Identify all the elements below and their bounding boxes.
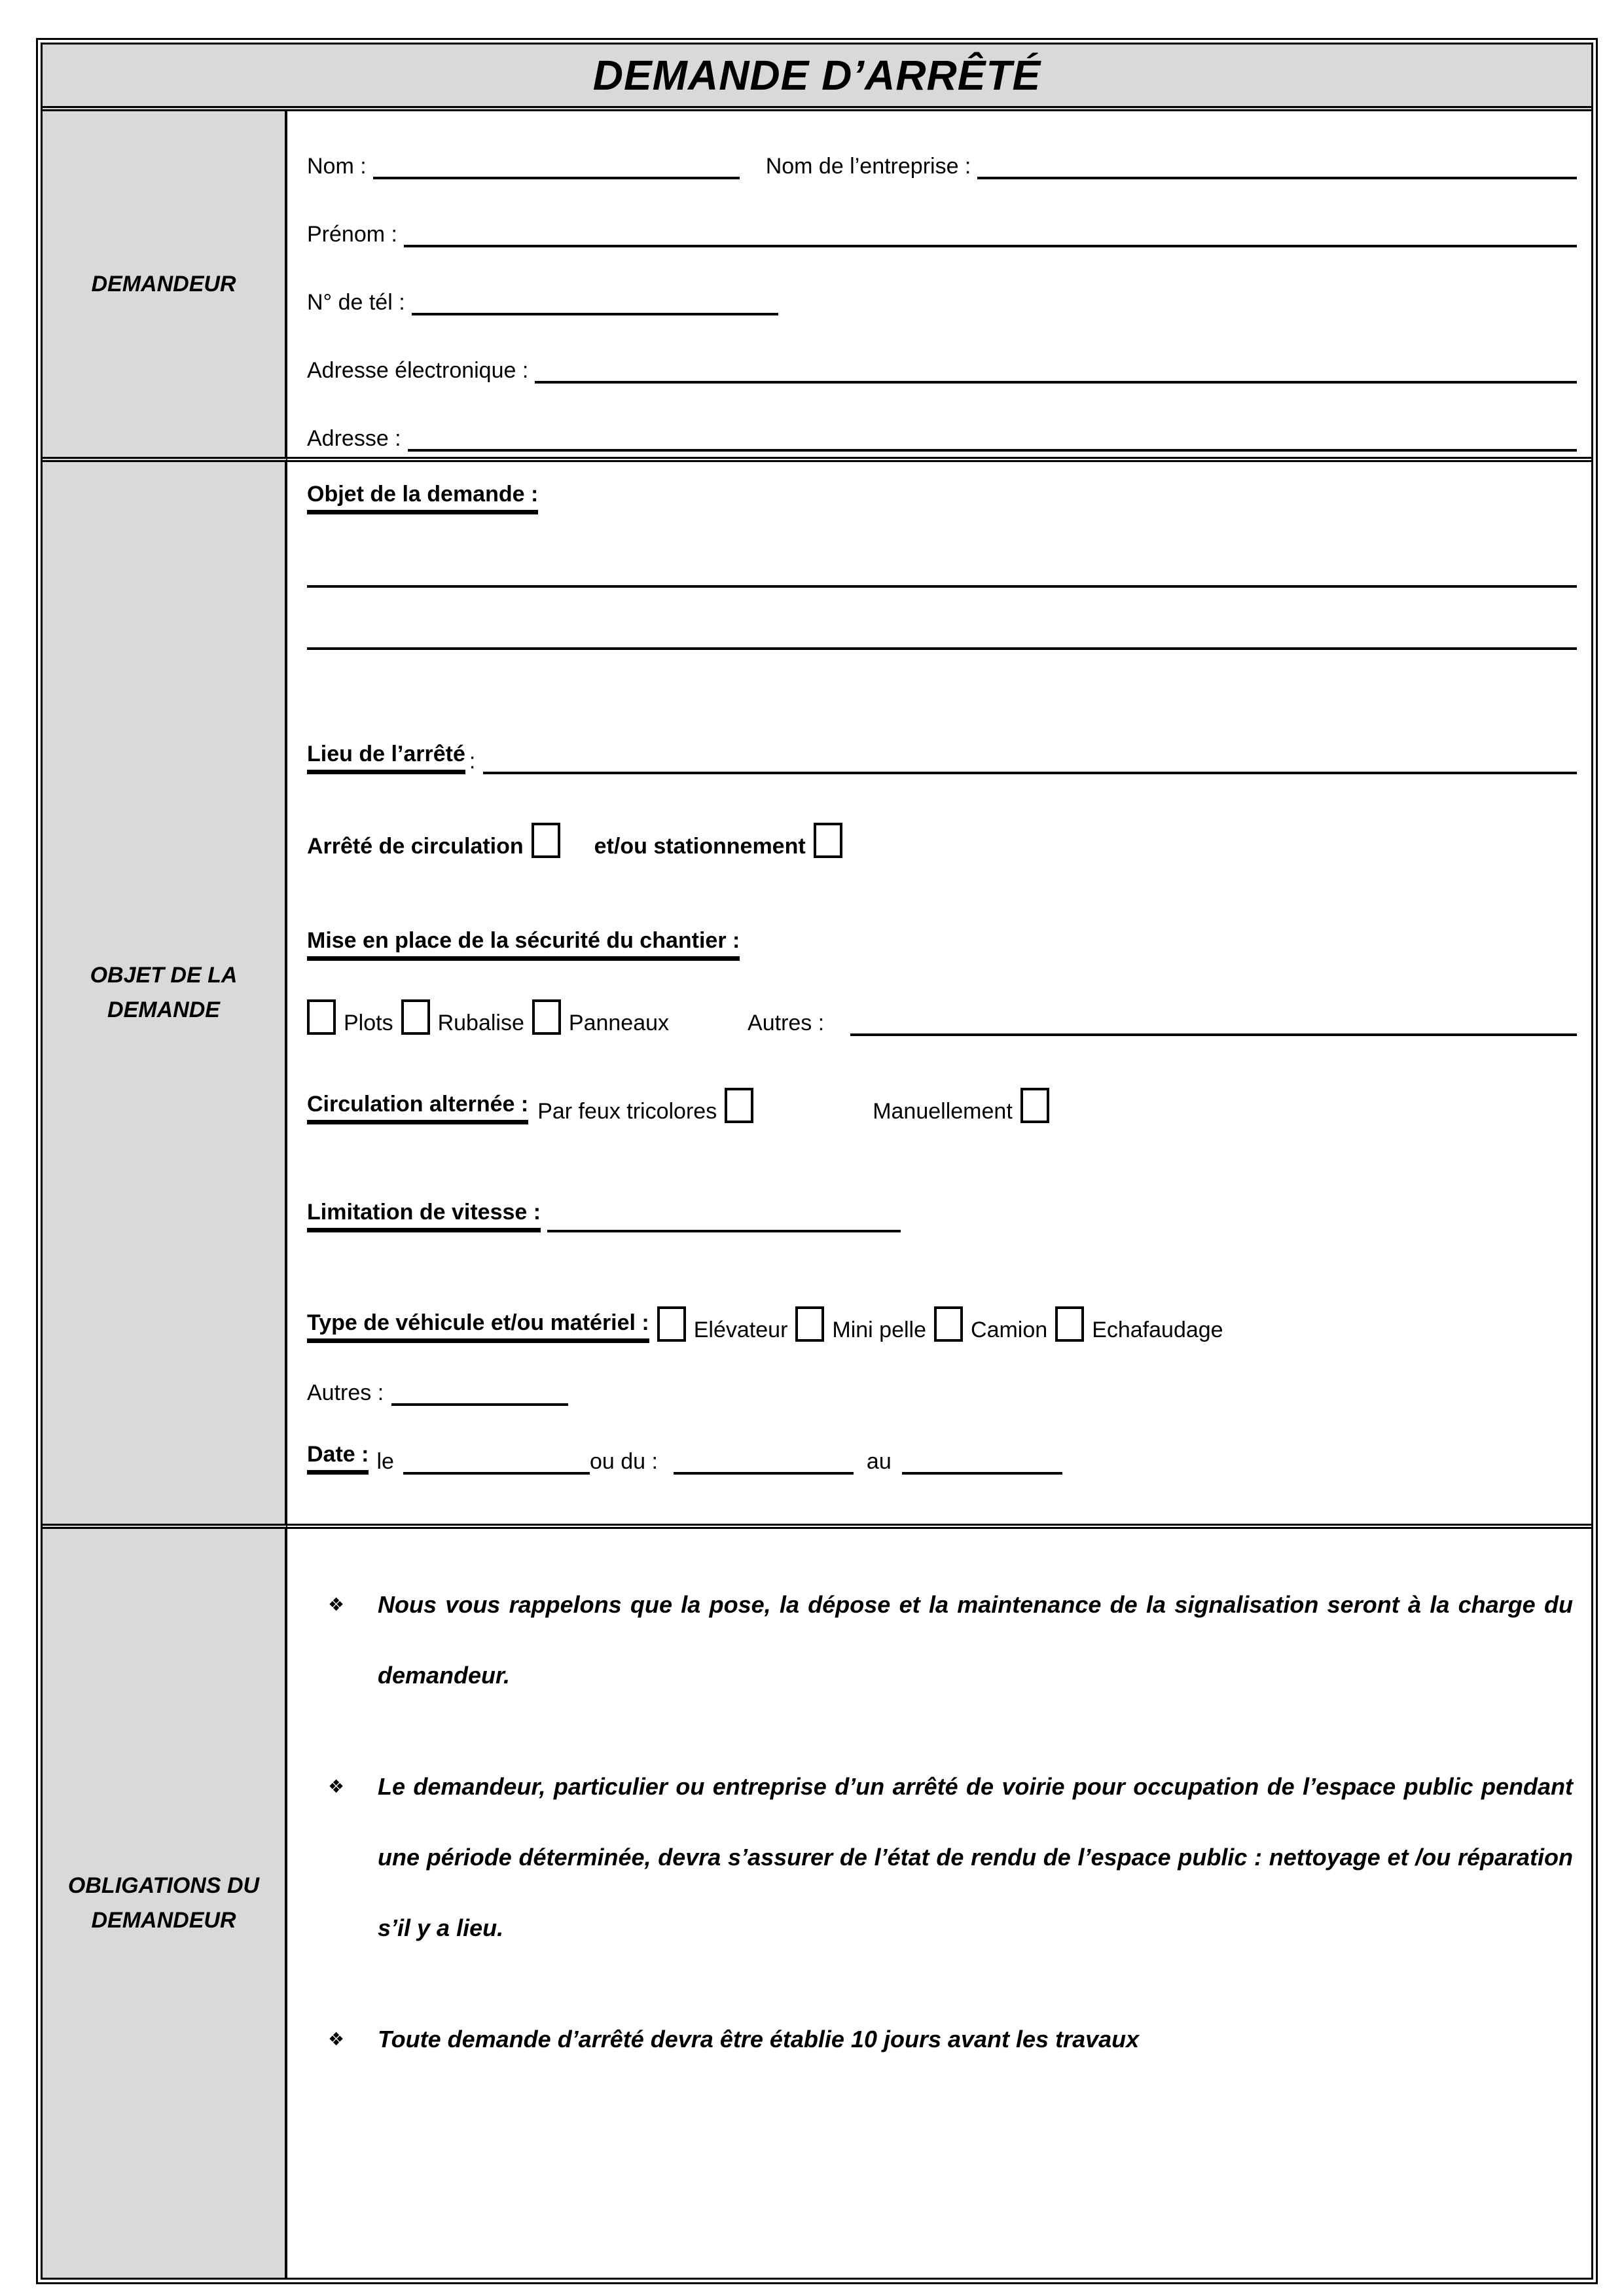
lieu-row — [307, 740, 1577, 774]
obligation-item — [328, 1751, 1573, 1964]
circulation-heading: Circulation alternée : — [307, 1092, 528, 1124]
vitesse-field[interactable] — [547, 1205, 901, 1232]
section-label-obligations: OBLIGATIONS DU DEMANDEUR — [43, 1524, 287, 2278]
rubalise-label: Rubalise — [437, 1011, 524, 1035]
objet-heading: Objet de la demande : — [307, 482, 538, 514]
plots-checkbox[interactable] — [307, 999, 336, 1035]
arrete-type-row — [307, 825, 1577, 859]
obligation-text-3: Toute demande d’arrêté devra être établie 10 jours avant les travaux — [378, 2026, 1140, 2053]
date-row — [307, 1441, 1577, 1475]
feux-label: Par feux tricolores — [537, 1099, 717, 1124]
vehicule-autres-field[interactable] — [391, 1378, 568, 1406]
minipelle-checkbox[interactable] — [795, 1306, 824, 1342]
panneaux-label: Panneaux — [568, 1011, 670, 1035]
section-label-demandeur: DEMANDEUR — [43, 111, 287, 457]
echafaudage-label: Echafaudage — [1092, 1318, 1223, 1342]
vehicule-row — [307, 1306, 1577, 1343]
objet-section — [287, 457, 1591, 1524]
stationnement-checkbox[interactable] — [814, 823, 842, 858]
email-label: Adresse électronique : — [307, 358, 529, 383]
vehicule-autres-row — [307, 1372, 1577, 1406]
date-au-label: au — [866, 1449, 892, 1474]
demandeur-section — [287, 111, 1591, 457]
tel-label: N° de tél : — [307, 290, 405, 315]
date-oudu-label: ou du : — [589, 1449, 658, 1474]
circulation-checkbox[interactable] — [532, 823, 560, 858]
securite-heading: Mise en place de la sécurité du chantier : — [307, 928, 740, 961]
form-title: DEMANDE D’ARRÊTÉ — [43, 45, 1591, 111]
prenom-label: Prénom : — [307, 222, 397, 247]
email-field[interactable] — [535, 356, 1577, 384]
adresse-field[interactable] — [408, 424, 1577, 452]
section-label-objet: OBJET DE LA DEMANDE — [43, 457, 287, 1524]
camion-label: Camion — [971, 1318, 1048, 1342]
obligations-section — [287, 1524, 1591, 2278]
lieu-field[interactable] — [483, 747, 1577, 774]
manuellement-checkbox[interactable] — [1020, 1088, 1049, 1123]
vitesse-heading: Limitation de vitesse : — [307, 1200, 541, 1232]
rubalise-checkbox[interactable] — [401, 999, 430, 1035]
lieu-label: Lieu de l’arrêté — [307, 742, 465, 774]
obligation-text-1: Nous vous rappelons que la pose, la dépose et la maintenance de la signalisation seront à la charge du demandeur. — [378, 1591, 1573, 1689]
nom-label: Nom : — [307, 154, 367, 179]
arrete-circulation-label: Arrêté de circulation — [307, 834, 524, 859]
obligation-item — [328, 2004, 1573, 2075]
diamond-bullet-icon: ❖ — [328, 1594, 345, 1615]
vehicule-autres-label: Autres : — [307, 1380, 384, 1405]
objet-field-line1[interactable] — [307, 560, 1577, 588]
objet-heading-row — [307, 480, 1577, 514]
tel-line — [307, 285, 1577, 315]
vehicule-heading: Type de véhicule et/ou matériel : — [307, 1310, 649, 1343]
adresse-label: Adresse : — [307, 426, 401, 451]
nom-field[interactable] — [373, 152, 740, 179]
form-table — [36, 38, 1598, 2284]
feux-checkbox[interactable] — [725, 1088, 753, 1123]
adresse-line — [307, 422, 1577, 452]
securite-options-row — [307, 999, 1577, 1036]
diamond-bullet-icon: ❖ — [328, 1776, 345, 1797]
circulation-alternee-row — [307, 1090, 1577, 1124]
nom-line — [307, 149, 1577, 179]
stationnement-label: et/ou stationnement — [594, 834, 806, 859]
prenom-field[interactable] — [404, 220, 1577, 247]
date-au-field[interactable] — [902, 1447, 1062, 1475]
securite-autres-label: Autres : — [748, 1011, 825, 1035]
manuellement-label: Manuellement — [873, 1099, 1013, 1124]
date-le-label: le — [376, 1449, 394, 1474]
tel-field[interactable] — [412, 288, 778, 315]
entreprise-field[interactable] — [977, 152, 1577, 179]
objet-blank-line-1 — [307, 554, 1577, 588]
date-le-field[interactable] — [403, 1447, 590, 1475]
panneaux-checkbox[interactable] — [532, 999, 561, 1035]
entreprise-label: Nom de l’entreprise : — [765, 154, 971, 179]
lieu-colon: : — [469, 749, 476, 774]
minipelle-label: Mini pelle — [832, 1318, 927, 1342]
objet-blank-line-2 — [307, 616, 1577, 650]
camion-checkbox[interactable] — [934, 1306, 963, 1342]
plots-label: Plots — [344, 1011, 393, 1035]
objet-field-line2[interactable] — [307, 622, 1577, 650]
prenom-line — [307, 217, 1577, 247]
email-line — [307, 353, 1577, 384]
vitesse-row — [307, 1198, 1577, 1232]
elevateur-label: Elévateur — [693, 1318, 788, 1342]
echafaudage-checkbox[interactable] — [1055, 1306, 1084, 1342]
date-du-field[interactable] — [674, 1447, 854, 1475]
diamond-bullet-icon: ❖ — [328, 2029, 345, 2049]
obligation-item — [328, 1570, 1573, 1711]
obligation-text-2: Le demandeur, particulier ou entreprise d’un arrêté de voirie pour occupation de l’espace public pendant une période déterminée, devra s’assurer de l’état de rendu de l’espace public : nettoyage et /ou réparation s’il y a lieu. — [378, 1773, 1573, 1941]
date-heading: Date : — [307, 1442, 369, 1475]
securite-autres-field[interactable] — [850, 1009, 1577, 1036]
elevateur-checkbox[interactable] — [657, 1306, 686, 1342]
securite-heading-row — [307, 927, 1577, 961]
